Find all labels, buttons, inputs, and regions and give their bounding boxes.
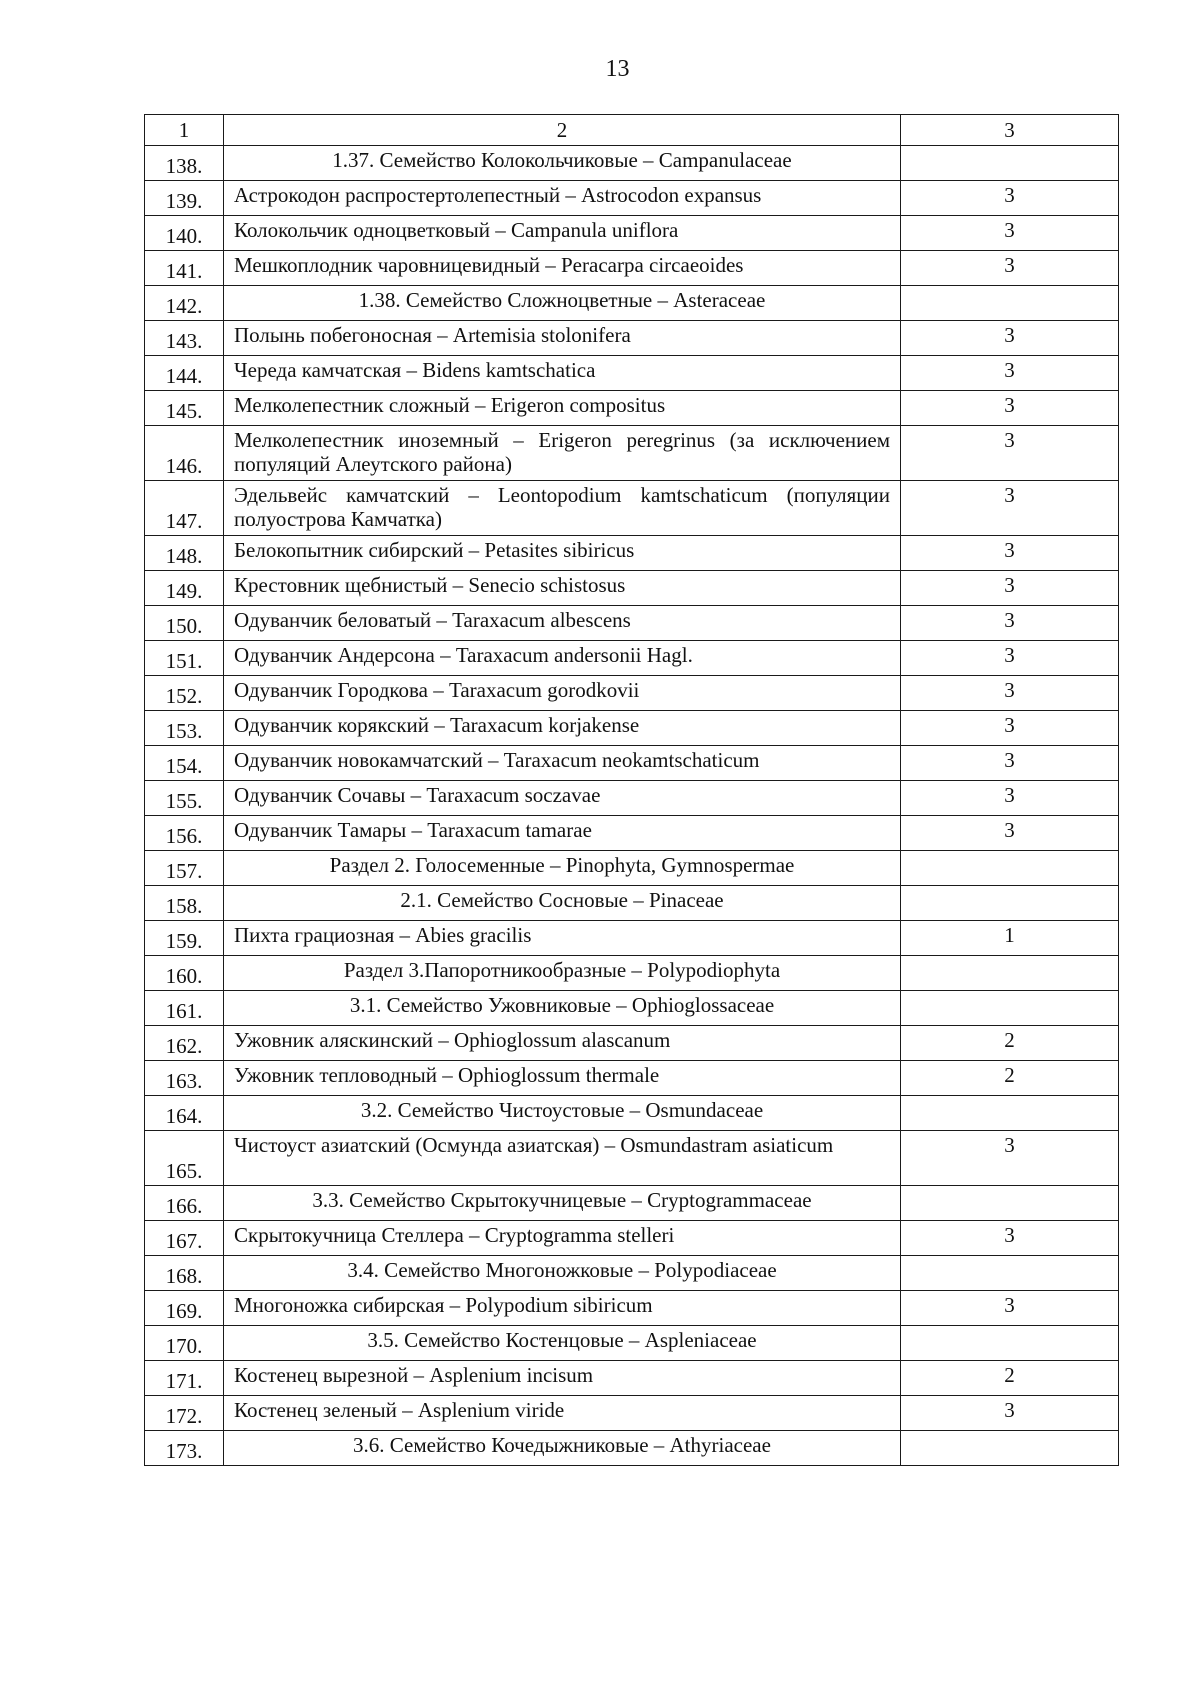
header-cell-number: 1 (145, 115, 224, 146)
row-number-cell: 161. (145, 991, 224, 1026)
species-name-cell: Костенец зеленый – Asplenium viride (224, 1396, 901, 1431)
table-body (145, 115, 1119, 1466)
species-name-cell: Мелколепестник иноземный – Erigeron peregrinus (за исключением популяций Алеутского района) (224, 426, 901, 481)
row-number-cell: 148. (145, 536, 224, 571)
section-row (145, 1096, 1119, 1131)
category-cell (901, 1326, 1119, 1361)
category-cell: 2 (901, 1026, 1119, 1061)
category-cell: 3 (901, 1221, 1119, 1256)
section-title-cell: 3.5. Семейство Костенцовые – Aspleniaceae (224, 1326, 901, 1361)
section-title-cell: 1.37. Семейство Колокольчиковые – Campanulaceae (224, 146, 901, 181)
table-row (145, 571, 1119, 606)
species-name-cell: Чистоуст азиатский (Осмунда азиатская) – Osmundastram asiaticum (224, 1131, 901, 1186)
section-row (145, 286, 1119, 321)
category-cell (901, 1431, 1119, 1466)
category-cell: 3 (901, 1131, 1119, 1186)
table-row (145, 746, 1119, 781)
section-title-cell: 3.1. Семейство Ужовниковые – Ophioglossaceae (224, 991, 901, 1026)
category-cell: 3 (901, 571, 1119, 606)
table-row (145, 676, 1119, 711)
section-row (145, 956, 1119, 991)
table-row (145, 1396, 1119, 1431)
section-row (145, 146, 1119, 181)
section-title-cell: 1.38. Семейство Сложноцветные – Asteraceae (224, 286, 901, 321)
section-row (145, 851, 1119, 886)
row-number-cell: 147. (145, 481, 224, 536)
category-cell (901, 286, 1119, 321)
table-row (145, 606, 1119, 641)
section-row (145, 1186, 1119, 1221)
row-number-cell: 168. (145, 1256, 224, 1291)
section-title-cell: 3.3. Семейство Скрытокучницевые – Cryptogrammaceae (224, 1186, 901, 1221)
category-cell: 3 (901, 216, 1119, 251)
species-name-cell: Эдельвейс камчатский – Leontopodium kamtschaticum (популяции полуострова Камчатка) (224, 481, 901, 536)
category-cell: 3 (901, 1396, 1119, 1431)
category-cell: 3 (901, 356, 1119, 391)
species-name-cell: Многоножка сибирская – Polypodium sibiricum (224, 1291, 901, 1326)
table-row (145, 1221, 1119, 1256)
category-cell (901, 851, 1119, 886)
category-cell: 3 (901, 711, 1119, 746)
row-number-cell: 151. (145, 641, 224, 676)
row-number-cell: 159. (145, 921, 224, 956)
table-row (145, 216, 1119, 251)
row-number-cell: 162. (145, 1026, 224, 1061)
category-cell: 3 (901, 606, 1119, 641)
row-number-cell: 141. (145, 251, 224, 286)
species-name-cell: Одуванчик Андерсона – Taraxacum andersonii Hagl. (224, 641, 901, 676)
table-row (145, 641, 1119, 676)
row-number-cell: 139. (145, 181, 224, 216)
row-number-cell: 155. (145, 781, 224, 816)
section-row (145, 1326, 1119, 1361)
row-number-cell: 157. (145, 851, 224, 886)
category-cell: 3 (901, 746, 1119, 781)
row-number-cell: 167. (145, 1221, 224, 1256)
category-cell: 2 (901, 1061, 1119, 1096)
table-row (145, 356, 1119, 391)
table-row (145, 816, 1119, 851)
section-title-cell: 3.6. Семейство Кочедыжниковые – Athyriaceae (224, 1431, 901, 1466)
row-number-cell: 163. (145, 1061, 224, 1096)
table-row (145, 391, 1119, 426)
header-cell-name: 2 (224, 115, 901, 146)
species-name-cell: Череда камчатская – Bidens kamtschatica (224, 356, 901, 391)
row-number-cell: 173. (145, 1431, 224, 1466)
category-cell (901, 956, 1119, 991)
row-number-cell: 156. (145, 816, 224, 851)
category-cell: 1 (901, 921, 1119, 956)
row-number-cell: 153. (145, 711, 224, 746)
row-number-cell: 138. (145, 146, 224, 181)
row-number-cell: 169. (145, 1291, 224, 1326)
section-row (145, 886, 1119, 921)
category-cell: 3 (901, 536, 1119, 571)
table-row (145, 1061, 1119, 1096)
category-cell: 3 (901, 676, 1119, 711)
row-number-cell: 149. (145, 571, 224, 606)
section-title-cell: Раздел 2. Голосеменные – Pinophyta, Gymnospermae (224, 851, 901, 886)
category-cell: 3 (901, 426, 1119, 481)
row-number-cell: 142. (145, 286, 224, 321)
species-name-cell: Скрытокучница Стеллера – Cryptogramma stelleri (224, 1221, 901, 1256)
section-row (145, 1431, 1119, 1466)
species-name-cell: Ужовник аляскинский – Ophioglossum alascanum (224, 1026, 901, 1061)
row-number-cell: 164. (145, 1096, 224, 1131)
section-row (145, 1256, 1119, 1291)
table-row (145, 426, 1119, 481)
category-cell (901, 1096, 1119, 1131)
category-cell: 3 (901, 781, 1119, 816)
table-row (145, 711, 1119, 746)
category-cell: 3 (901, 321, 1119, 356)
header-cell-category: 3 (901, 115, 1119, 146)
row-number-cell: 158. (145, 886, 224, 921)
table-row (145, 536, 1119, 571)
row-number-cell: 152. (145, 676, 224, 711)
species-name-cell: Одуванчик беловатый – Taraxacum albescens (224, 606, 901, 641)
row-number-cell: 146. (145, 426, 224, 481)
category-cell (901, 1256, 1119, 1291)
page-number: 13 (605, 56, 630, 82)
table-row (145, 921, 1119, 956)
row-number-cell: 166. (145, 1186, 224, 1221)
table-row (145, 1026, 1119, 1061)
species-name-cell: Одуванчик новокамчатский – Taraxacum neokamtschaticum (224, 746, 901, 781)
species-name-cell: Колокольчик одноцветковый – Campanula uniflora (224, 216, 901, 251)
section-title-cell: 2.1. Семейство Сосновые – Pinaceae (224, 886, 901, 921)
section-title-cell: 3.2. Семейство Чистоустовые – Osmundaceae (224, 1096, 901, 1131)
category-cell: 3 (901, 481, 1119, 536)
table-header-row (145, 115, 1119, 146)
table-row (145, 481, 1119, 536)
species-name-cell: Одуванчик Сочавы – Taraxacum soczavae (224, 781, 901, 816)
species-name-cell: Одуванчик Городкова – Taraxacum gorodkovii (224, 676, 901, 711)
species-name-cell: Белокопытник сибирский – Petasites sibiricus (224, 536, 901, 571)
species-name-cell: Астрокодон распростертолепестный – Astrocodon expansus (224, 181, 901, 216)
species-name-cell: Полынь побегоносная – Artemisia stolonifera (224, 321, 901, 356)
table-row (145, 1291, 1119, 1326)
species-name-cell: Мелколепестник сложный – Erigeron compositus (224, 391, 901, 426)
row-number-cell: 165. (145, 1131, 224, 1186)
category-cell: 3 (901, 1291, 1119, 1326)
species-name-cell: Костенец вырезной – Asplenium incisum (224, 1361, 901, 1396)
species-name-cell: Мешкоплодник чаровницевидный – Peracarpa circaeoides (224, 251, 901, 286)
species-name-cell: Одуванчик корякский – Taraxacum korjakense (224, 711, 901, 746)
row-number-cell: 144. (145, 356, 224, 391)
table-row (145, 251, 1119, 286)
row-number-cell: 140. (145, 216, 224, 251)
category-cell (901, 991, 1119, 1026)
category-cell: 3 (901, 181, 1119, 216)
species-name-cell: Пихта грациозная – Abies gracilis (224, 921, 901, 956)
category-cell: 2 (901, 1361, 1119, 1396)
section-row (145, 991, 1119, 1026)
species-table (144, 114, 1119, 1466)
category-cell: 3 (901, 251, 1119, 286)
row-number-cell: 171. (145, 1361, 224, 1396)
table-row (145, 321, 1119, 356)
category-cell: 3 (901, 391, 1119, 426)
species-name-cell: Одуванчик Тамары – Taraxacum tamarae (224, 816, 901, 851)
row-number-cell: 150. (145, 606, 224, 641)
table-row (145, 781, 1119, 816)
category-cell (901, 146, 1119, 181)
section-title-cell: 3.4. Семейство Многоножковые – Polypodiaceae (224, 1256, 901, 1291)
row-number-cell: 154. (145, 746, 224, 781)
row-number-cell: 145. (145, 391, 224, 426)
row-number-cell: 172. (145, 1396, 224, 1431)
table-row (145, 1131, 1119, 1186)
table-row (145, 181, 1119, 216)
species-name-cell: Крестовник щебнистый – Senecio schistosus (224, 571, 901, 606)
category-cell (901, 886, 1119, 921)
row-number-cell: 143. (145, 321, 224, 356)
category-cell (901, 1186, 1119, 1221)
species-name-cell: Ужовник тепловодный – Ophioglossum thermale (224, 1061, 901, 1096)
table-row (145, 1361, 1119, 1396)
row-number-cell: 160. (145, 956, 224, 991)
category-cell: 3 (901, 641, 1119, 676)
row-number-cell: 170. (145, 1326, 224, 1361)
section-title-cell: Раздел 3.Папоротникообразные – Polypodiophyta (224, 956, 901, 991)
category-cell: 3 (901, 816, 1119, 851)
